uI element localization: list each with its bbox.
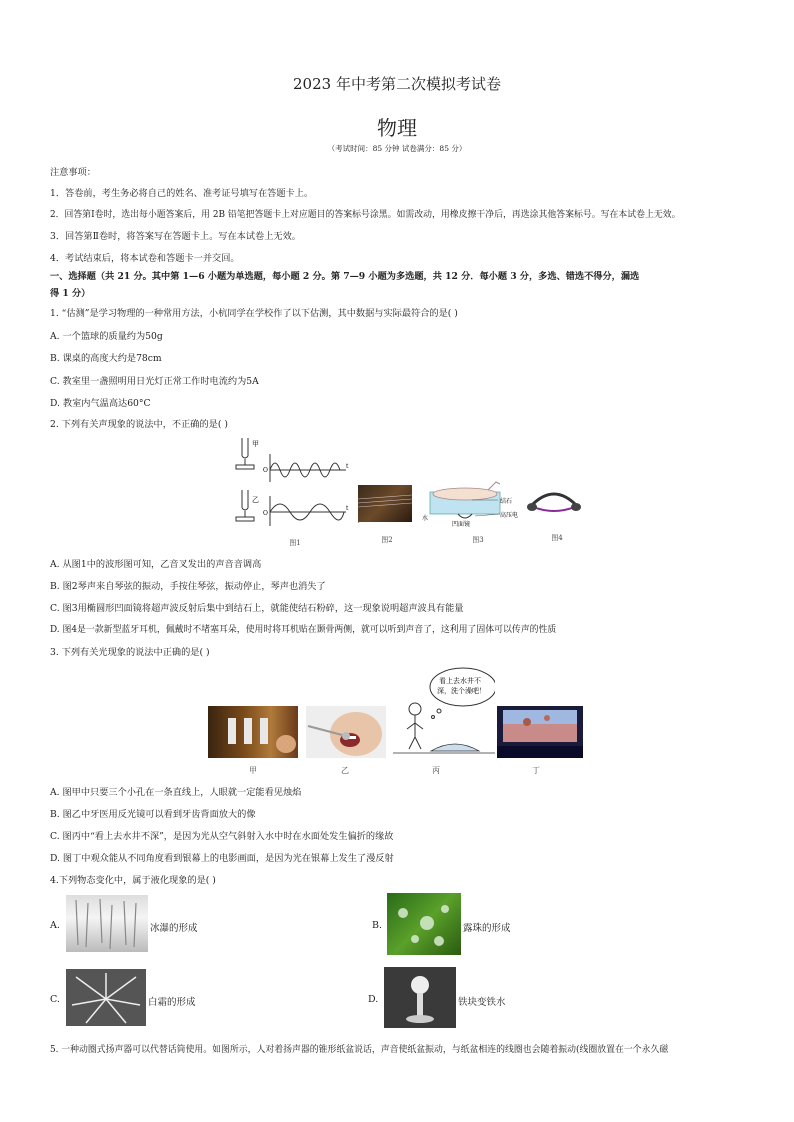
question-1-option: D. 教室内气温高达60°C <box>50 398 151 409</box>
fig3-label-mirror: 凹面镜 <box>452 521 471 528</box>
bubble-text: 深，洗个澡吧！ <box>437 687 486 695</box>
question-1-option: A. 一个篮球的质量约为50g <box>50 331 163 342</box>
fig3-label-water: 水 <box>422 515 429 522</box>
fig1-label-yi: 乙 <box>252 496 259 504</box>
question-1-option: B. 课桌的高度大约是78cm <box>50 353 162 364</box>
figure-caption: 乙 <box>341 766 349 775</box>
question-5-stem: 5. 一种动圈式扬声器可以代替话筒使用。如图所示，人对着扬声器的锥形纸盆说话，声音使纸盆振动，与纸盆相连的线圈也会随着振动(线圈放置在一个永久磁 <box>50 1045 669 1055</box>
question-3-option: A. 图甲中只要三个小孔在一条直线上，人眼就一定能看见烛焰 <box>50 787 302 798</box>
exam-info: （考试时间：85 分钟 试卷满分：85 分） <box>327 144 467 153</box>
well-cartoon <box>393 665 495 760</box>
option-text: 露珠的形成 <box>463 923 511 934</box>
pinhole-candle-photo <box>208 706 298 758</box>
option-letter: A. <box>50 920 60 931</box>
note-item: 2．回答第Ⅰ卷时，选出每小题答案后，用 2B 铅笔把答题卡上对应题目的答案标号涂黑。如需改动，用橡皮擦干净后，再选涂其他答案标号。写在本试卷上无效。 <box>50 210 681 220</box>
fig3-label-voltage: 高压电 <box>500 512 519 519</box>
section-heading: 一、选择题（共 21 分。其中第 1—6 小题为单选题，每小题 2 分。第 7—9 小题为多选题，共 12 分．每小题 3 分，多选、错选不得分，漏选 <box>50 271 640 282</box>
figure-caption: 丙 <box>432 766 440 775</box>
option-text: 白霜的形成 <box>148 997 196 1008</box>
subject-title: 物理 <box>377 116 417 140</box>
note-item: 4．考试结束后，将本试卷和答题卡一并交回。 <box>50 253 240 264</box>
question-3-stem: 3. 下列有关光现象的说法中正确的是( ) <box>50 647 210 658</box>
question-3-option: B. 图乙中牙医用反光镜可以看到牙齿背面放大的像 <box>50 809 256 820</box>
figure-caption: 图2 <box>381 536 393 544</box>
option-letter: C. <box>50 994 60 1005</box>
figure-caption: 图1 <box>289 539 301 547</box>
question-2-option: B. 图2琴声来自琴弦的振动，手按住琴弦，振动停止，琴声也消失了 <box>50 581 326 592</box>
option-letter: D. <box>368 994 379 1005</box>
question-2-option: C. 图3用椭圆形凹面镜将超声波反射后集中到结石上，就能使结石粉碎，这一现象说明超声波具有能量 <box>50 603 464 614</box>
question-2-stem: 2. 下列有关声现象的说法中，不正确的是( ) <box>50 419 228 430</box>
question-1-option: C. 教室里一盏照明用日光灯正常工作时电流约为5A <box>50 376 259 387</box>
lithotripsy-diagram <box>420 476 530 532</box>
fig1-axis-t: t <box>346 505 349 512</box>
tuning-fork-waveform-figure <box>228 432 353 532</box>
question-4-stem: 4.下列物态变化中，属于液化现象的是( ) <box>50 875 216 886</box>
question-1-stem: 1. “估测”是学习物理的一种常用方法，小杭同学在学校作了以下估测，其中数据与实际最符合的是( ) <box>50 308 458 319</box>
fig1-origin-label: O <box>263 467 268 474</box>
molten-iron-photo <box>384 967 456 1028</box>
option-text: 铁块变铁水 <box>458 997 506 1008</box>
option-letter: B. <box>372 920 383 931</box>
fig1-origin-label: O <box>263 510 268 517</box>
frost-photo <box>66 969 146 1026</box>
bone-conduction-headphone <box>525 486 583 522</box>
question-2-option: A. 从图1中的波形图可知，乙音叉发出的声音音调高 <box>50 559 262 570</box>
question-3-option: C. 图丙中“看上去水井不深”，是因为光从空气斜射入水中时在水面处发生偏折的缘故 <box>50 831 394 842</box>
option-text: 冰瀑的形成 <box>150 923 198 934</box>
figure-caption: 图3 <box>472 536 484 544</box>
fig1-axis-t: t <box>346 463 349 470</box>
figure-caption: 丁 <box>532 766 540 775</box>
dentist-mirror-photo <box>306 706 386 758</box>
question-3-option: D. 图丁中观众能从不同角度看到银幕上的电影画面，是因为光在银幕上发生了漫反射 <box>50 853 394 864</box>
guitar-photo <box>358 485 412 522</box>
question-2-option: D. 图4是一款新型蓝牙耳机，佩戴时不堵塞耳朵，使用时将耳机贴在颞骨两侧，就可以听到声音了，这利用了固体可以传声的性质 <box>50 625 557 635</box>
fig1-label-jia: 甲 <box>252 440 259 448</box>
note-item: 3．回答第Ⅱ卷时，将答案写在答题卡上。写在本试卷上无效。 <box>50 231 301 242</box>
cinema-screen-photo <box>497 706 583 758</box>
dew-drops-photo <box>387 893 461 955</box>
exam-title: 2023 年中考第二次模拟考试卷 <box>293 75 501 93</box>
ice-waterfall-photo <box>66 895 148 952</box>
figure-caption: 图4 <box>551 534 563 542</box>
bubble-text: 看上去水井不 <box>439 677 481 685</box>
figure-caption: 甲 <box>249 766 257 775</box>
section-heading-cont: 得 1 分） <box>50 288 91 299</box>
fig3-label-stone: 结石 <box>500 498 513 505</box>
note-item: 1．答卷前，考生务必将自己的姓名、准考证号填写在答题卡上。 <box>50 188 314 199</box>
notes-heading: 注意事项： <box>50 167 96 178</box>
